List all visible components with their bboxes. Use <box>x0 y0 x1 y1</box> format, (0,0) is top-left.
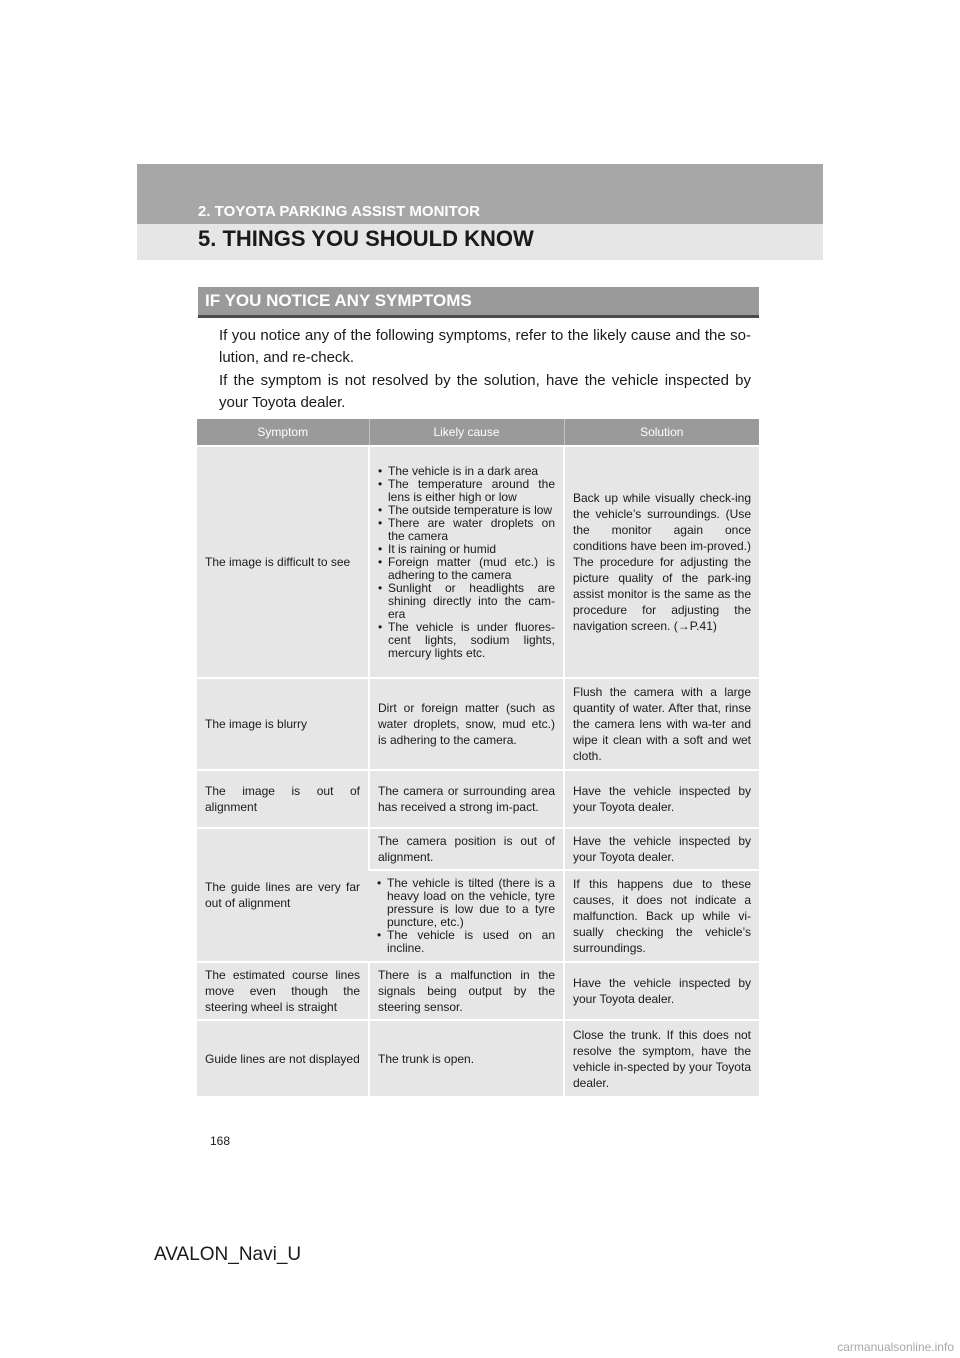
cause-item: • The vehicle is used on an incline. <box>377 929 555 955</box>
cause-cell <box>369 446 564 678</box>
cause-item: • The outside temperature is low <box>378 504 555 517</box>
section-label: 2. TOYOTA PARKING ASSIST MONITOR <box>198 203 480 220</box>
table-row <box>197 1020 759 1096</box>
solution-cell: Have the vehicle inspected by your Toyota dealer. <box>564 828 759 870</box>
cause-cell: Dirt or foreign matter (such as water droplets, snow, mud etc.) is adhering to the camera. <box>369 678 564 770</box>
solution-cell: If this happens due to these causes, it does not indicate a malfunction. Back up while vi-sually checking the vehicle’s surroundings. <box>564 870 759 962</box>
cause-cell: The camera or surrounding area has received a strong im-pact. <box>369 770 564 828</box>
cause-list <box>377 877 555 955</box>
cause-item: • The vehicle is under fluores-cent lights, sodium lights, mercury lights etc. <box>378 621 555 660</box>
cause-list <box>378 465 555 660</box>
cause-cell: The trunk is open. <box>369 1020 564 1096</box>
table-row <box>197 828 759 870</box>
column-header-symptom: Symptom <box>197 419 369 446</box>
column-header-cause: Likely cause <box>369 419 564 446</box>
symptom-cell: The image is out of alignment <box>197 770 369 828</box>
table-row <box>197 770 759 828</box>
table-row <box>197 678 759 770</box>
solution-cell: Back up while visually check-ing the vehicle’s surroundings. (Use the monitor again once conditions have been im-proved.) The procedure for adjusting the picture quality of the park-ing assist monitor is the same as the procedure for adjusting the navigation screen. (→P.41) <box>564 446 759 678</box>
intro-paragraph: If you notice any of the following symptoms, refer to the likely cause and the so-lution, and re-check. <box>219 327 751 366</box>
table-row <box>197 446 759 678</box>
subsection-title: IF YOU NOTICE ANY SYMPTOMS <box>205 291 472 310</box>
cause-cell: There is a malfunction in the signals being output by the steering sensor. <box>369 962 564 1020</box>
document-code: AVALON_Navi_U <box>154 1244 302 1265</box>
cause-cell <box>369 870 564 962</box>
cause-item: • Sunlight or headlights are shining directly into the cam-era <box>378 582 555 621</box>
symptom-cell: The image is difficult to see <box>197 446 369 678</box>
cause-item: • It is raining or humid <box>378 543 555 556</box>
solution-cell: Flush the camera with a large quantity of water. After that, rinse the camera lens with wa-ter and wipe it clean with a soft and wet cloth. <box>564 678 759 770</box>
table-header-row <box>197 419 759 446</box>
watermark: carmanualsonline.info <box>837 1340 954 1354</box>
symptom-cell: Guide lines are not displayed <box>197 1020 369 1096</box>
symptom-cell: The image is blurry <box>197 678 369 770</box>
dealer-paragraph: If the symptom is not resolved by the solution, have the vehicle inspected by your Toyota dealer. <box>219 372 751 411</box>
cause-item: • Foreign matter (mud etc.) is adhering to the camera <box>378 556 555 582</box>
cause-item: • The temperature around the lens is either high or low <box>378 478 555 504</box>
column-header-solution: Solution <box>564 419 759 446</box>
symptoms-table <box>197 419 759 1096</box>
cause-cell: The camera position is out of alignment. <box>369 828 564 870</box>
table-row <box>197 962 759 1020</box>
solution-cell: Have the vehicle inspected by your Toyota dealer. <box>564 962 759 1020</box>
cause-item: • The vehicle is tilted (there is a heavy load on the vehicle, tyre pressure is low due to a tyre puncture, etc.) <box>377 877 555 929</box>
solution-cell: Close the trunk. If this does not resolve the symptom, have the vehicle in-spected by your Toyota dealer. <box>564 1020 759 1096</box>
symptom-cell: The estimated course lines move even though the steering wheel is straight <box>197 962 369 1020</box>
symptom-cell: The guide lines are very far out of alignment <box>197 828 369 962</box>
page-title: 5. THINGS YOU SHOULD KNOW <box>198 226 534 251</box>
cause-item: • The vehicle is in a dark area <box>378 465 555 478</box>
page-number: 168 <box>210 1134 231 1148</box>
solution-cell: Have the vehicle inspected by your Toyota dealer. <box>564 770 759 828</box>
cause-item: • There are water droplets on the camera <box>378 517 555 543</box>
